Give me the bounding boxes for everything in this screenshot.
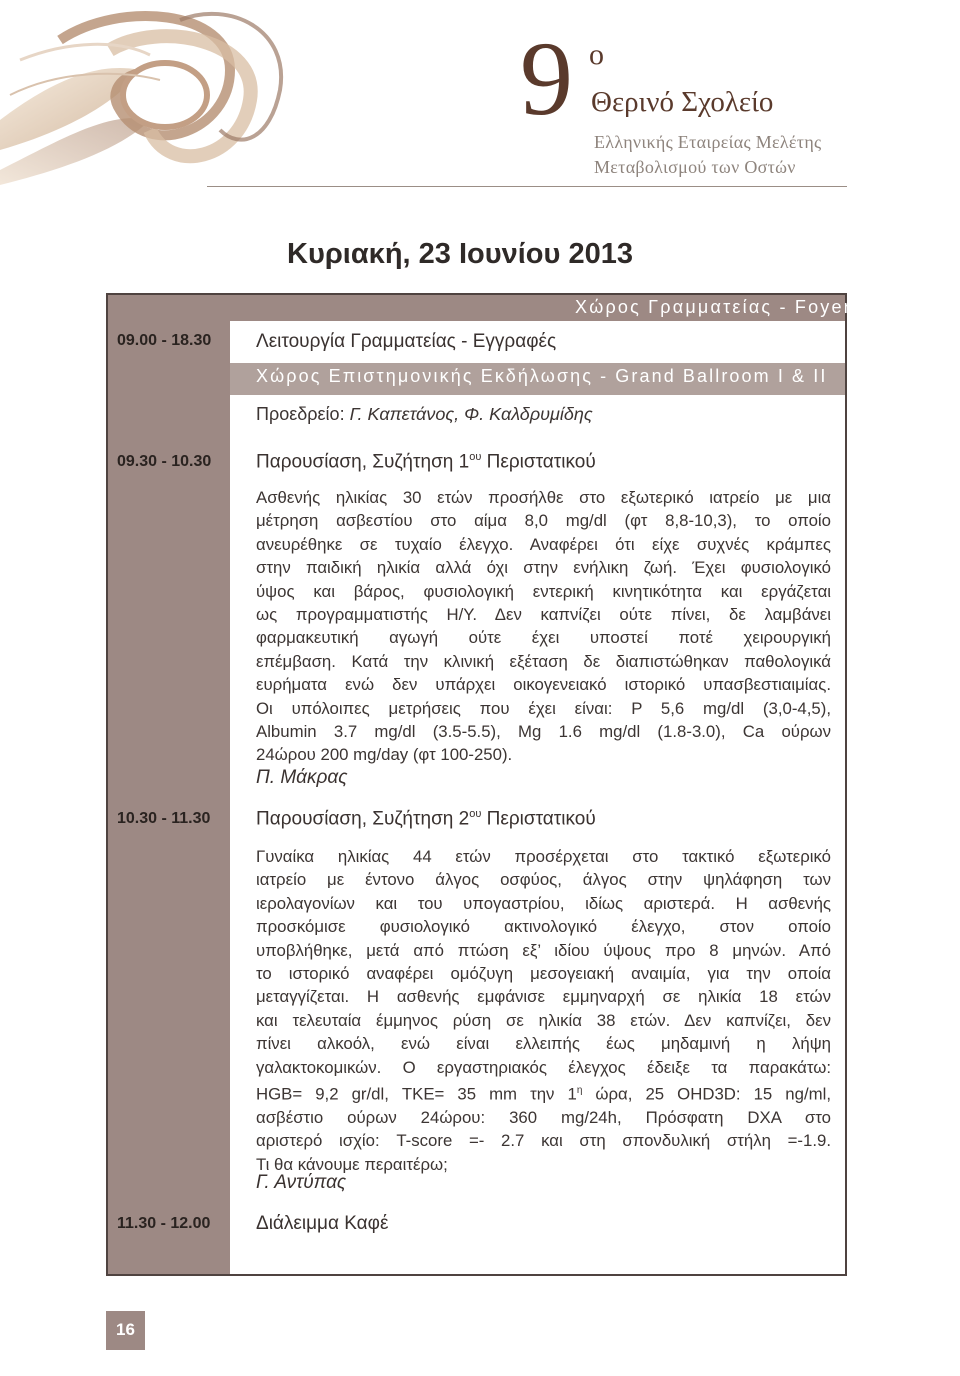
venue-scientific: Χώρος Επιστημονικής Εκδήλωσης - Grand Ballroom I & II (256, 366, 828, 386)
venue-secretariat: Χώρος Γραμματείας - Foyer (575, 297, 852, 317)
session-time-2: 09.30 - 10.30 (117, 453, 212, 470)
case-2-text: Γυναίκα ηλικίας 44 ετών προσέρχεται στο τακτικό εξωτερικό ιατρείο με έντονο άλγος οσφύος, άλγος στην ψηλάφηση των ιερολαγονίων και του υπογαστρίου, ιδίως αριστερά. Η ασθενής προσκόμισε φυσιολογικό ακτινολογικό έλεγχο, στον οποίο υποβλήθηκε, μετά από πτώση εξ’ ιδίου ύψους προ 8 μηνών. Από το ιστορικό αναφέρει ομόζυγη μεσογειακή αναιμία, για την οποία μεταγγίζεται. Η ασθενής εμφάνισε εμμηναρχή σε ηλικία 18 ετών και τελευταία έμμηνος ρύση σε ηλικία 38 ετών. Δεν καπνίζει, δεν πίνει αλκοόλ, ενώ είναι ελλειπής έως μηδαμινή η λήψη γαλακτοκομικών. Ο εργαστηριακός έλεγχος έδειξε τα παρακάτω: HGB= 9,2 gr/dl, ΤΚΕ= 35 mm την $1^\eta$ ώρα, 25 OHD3D: 15 ng/ml, ασβέστιο ούρων 24ώρου: 360 mg/24h, Πρόσφατη DXA στο αριστερό ισχίο: T-score =- 2.7 και στη σπονδυλική στήλη =-1.9. Τι θα κάνουμε περαιτέρω; (256, 847, 832, 1174)
case-1-text: Ασθενής ηλικίας 30 ετών προσήλθε στο εξωτερικό ιατρείο με μια μέτρηση ασβεστίου στο αίμα 8,0 mg/dl (φτ 8,8-10,3), το οποίο ανευρέθηκε σε τυχαίο έλεγχο. Αναφέρει ότι είχε συχνές κράμπες στην παιδική ηλικία αλλά όχι στην ενήλικη ζωή. Έχει φυσιολογικό ύψος και βάρος, φυσιολογική εντερική κινητικότητα και εργάζεται ως προγραμματιστής Η/Υ. Δεν καπνίζει ούτε πίνει, δε λαμβάνει φαρμακευτική αγωγή ούτε έχει υποστεί ποτέ χειρουργική επέμβαση. Κατά την κλινική εξέταση δε διαπιστώθηκαν παθολογικά ευρήματα ενώ δεν υπάρχει οικογενειακό ιστορικό υπασβεστιαιμίας. Οι υπόλοιπες μετρήσεις που έχει είναι: P 5,6 mg/dl (3,0-4,5), Albumin 3.7 mg/dl (3.5-5.5), Mg 1.6 mg/dl (1.8-3.0), Ca ούρων 24ώρου 200 mg/day (φτ 100-250). (256, 488, 831, 765)
session-time-3: 10.30 - 11.30 (117, 810, 211, 827)
day-heading: Κυριακή, 23 Ιουνίου 2013 (287, 238, 633, 270)
session-title-4: Διάλειμμα Καφέ (256, 1213, 389, 1234)
edition-ordinal: ο (589, 38, 604, 71)
speaker-1: Π. Μάκρας (256, 767, 348, 788)
chairs (256, 405, 593, 423)
speaker-2: Γ. Αντύπας (256, 1172, 347, 1193)
chair-label: Προεδρείο: (256, 404, 345, 424)
header-divider (207, 186, 847, 187)
page-number: 16 (116, 1320, 135, 1339)
chair-names: Γ. Καπετάνος, Φ. Καλδρυμίδης (349, 404, 593, 424)
session-title-2: Παρουσίαση, Συζήτηση $1^{o\upsilon}$ Περιστατικού (256, 451, 596, 473)
event-title: Θερινό Σχολείο (591, 86, 774, 118)
event-subtitle-line1: Ελληνικής Εταιρείας Μελέτης (594, 132, 822, 152)
header-artwork (0, 0, 300, 200)
session-time-4: 11.30 - 12.00 (117, 1215, 211, 1232)
edition-number: 9 (520, 20, 573, 137)
session-title-1: Λειτουργία Γραμματείας - Εγγραφές (256, 331, 557, 352)
session-title-3: Παρουσίαση, Συζήτηση $2^{o\upsilon}$ Περιστατικού (256, 808, 596, 830)
session-time-1: 09.00 - 18.30 (117, 332, 212, 349)
event-subtitle-line2: Μεταβολισμού των Οστών (594, 157, 796, 177)
